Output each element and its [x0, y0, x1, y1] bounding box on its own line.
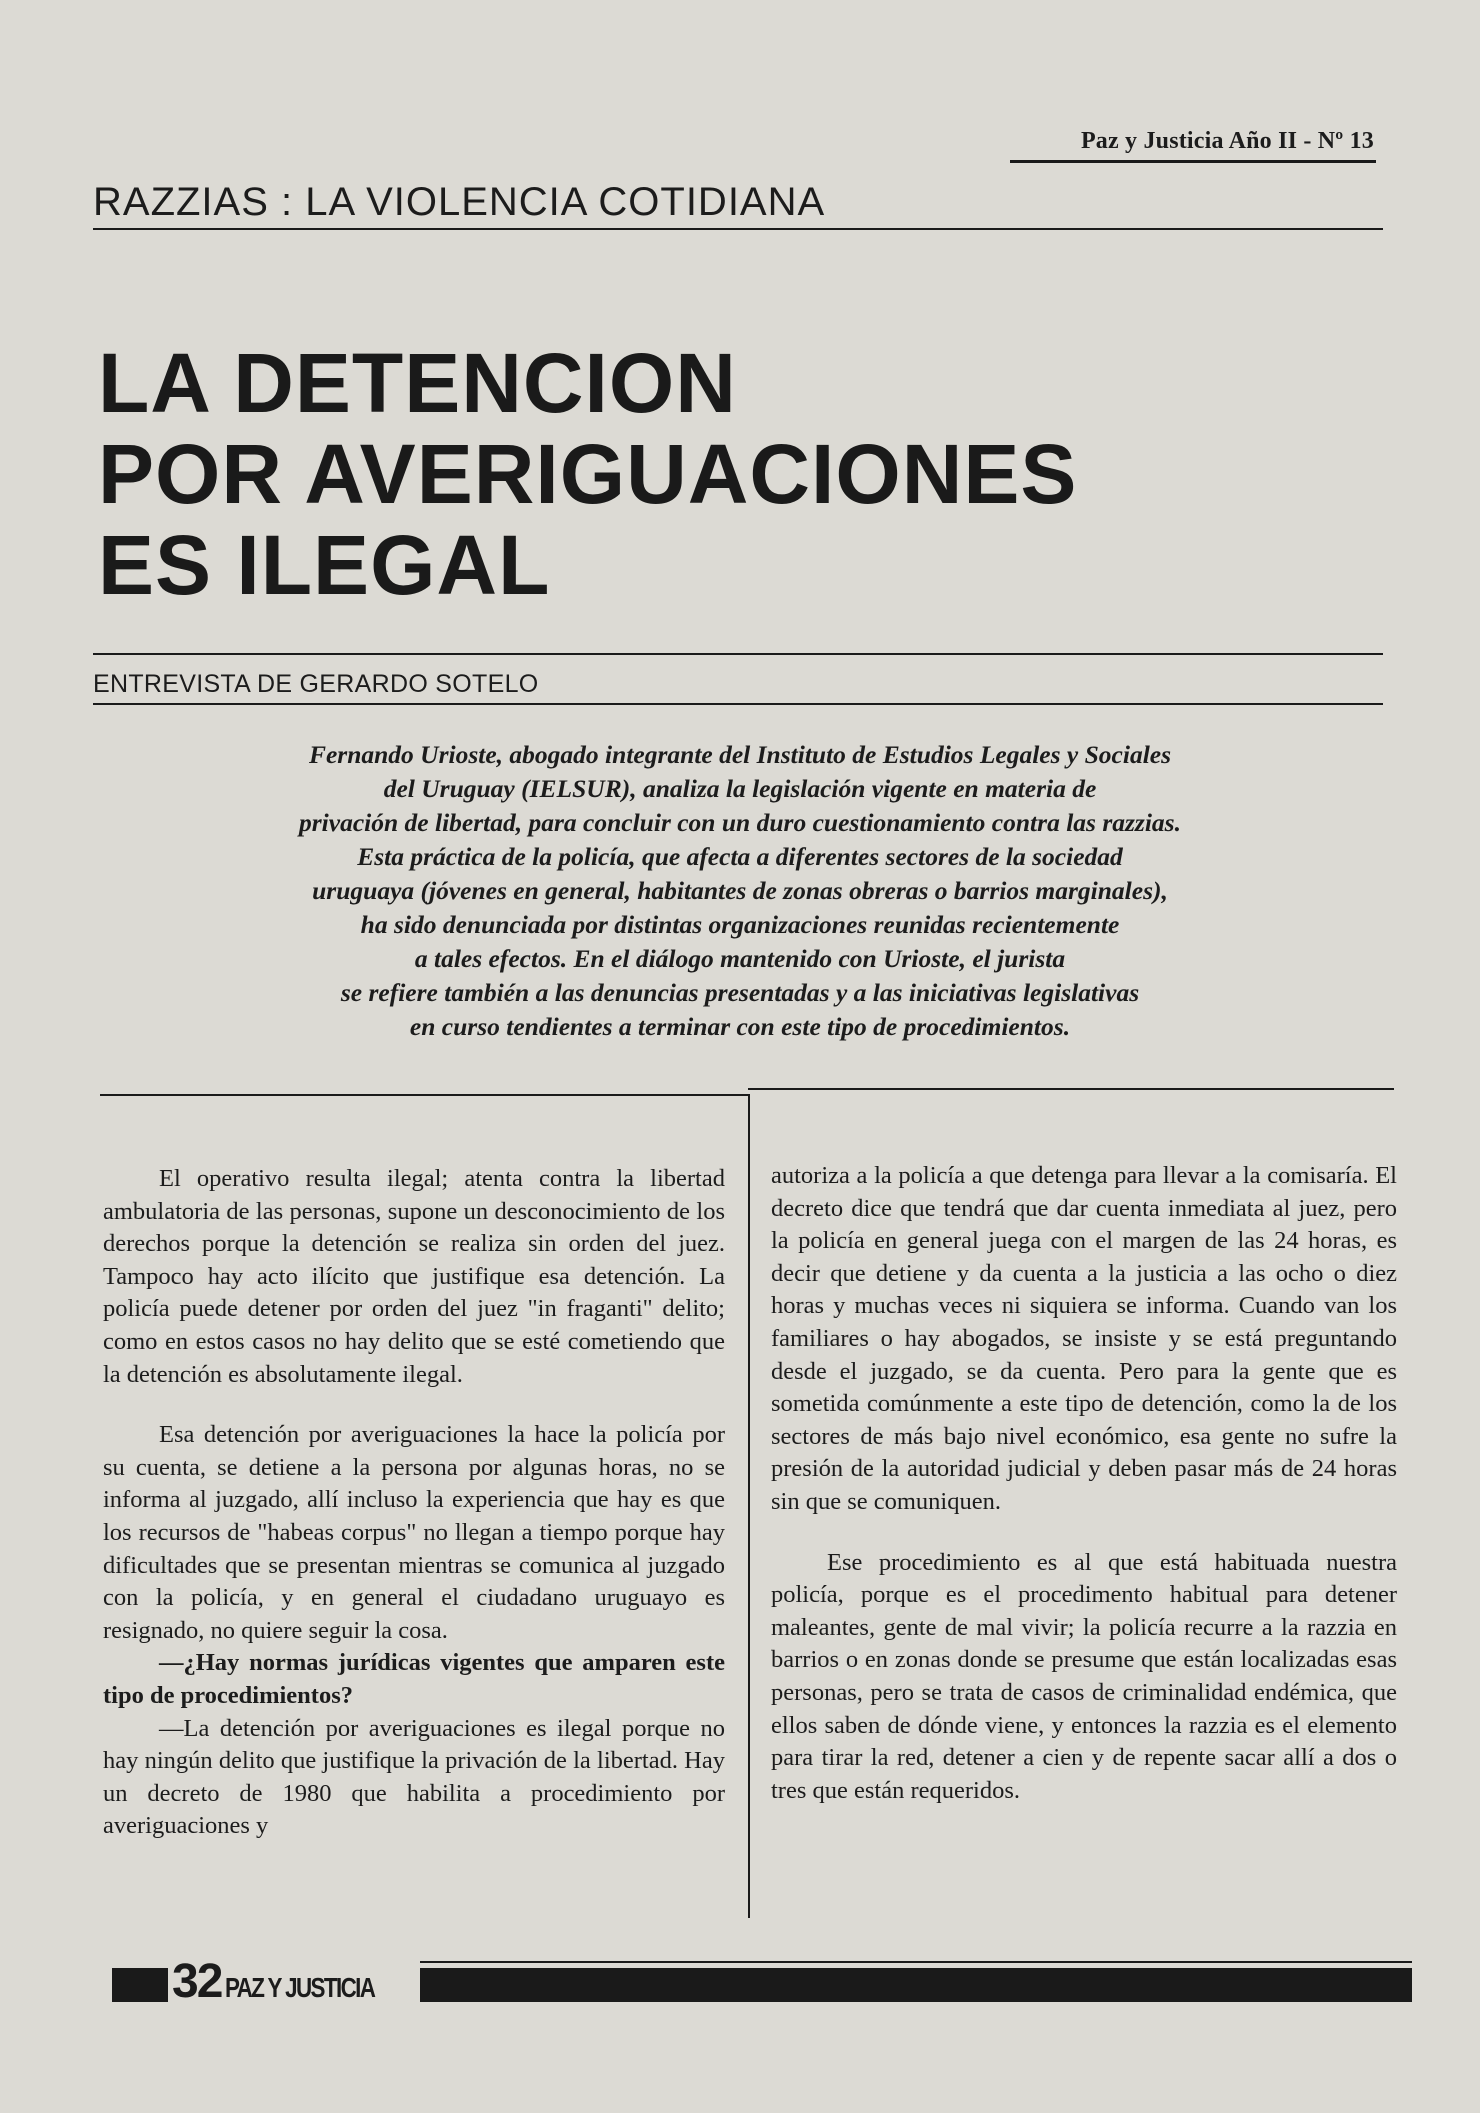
byline: ENTREVISTA DE GERARDO SOTELO — [93, 670, 539, 698]
columns-top-rule-left — [100, 1094, 748, 1096]
lead-paragraph — [150, 738, 1330, 1044]
lead-line: ha sido denunciada por distintas organizaciones reunidas recientemente — [360, 910, 1120, 939]
headline — [98, 338, 1077, 611]
columns-top-rule-right — [748, 1088, 1394, 1090]
byline-top-rule — [93, 653, 1383, 655]
lead-line: uruguaya (jóvenes en general, habitantes de zonas obreras o barrios marginales), — [312, 876, 1168, 905]
footer-block — [112, 1968, 168, 2002]
page-number: 32 — [172, 1955, 222, 2008]
section-title-rule — [93, 228, 1383, 230]
publication-name: PAZ Y JUSTICIA — [225, 1972, 375, 2003]
lead-line: privación de libertad, para concluir con un duro cuestionamiento contra las razzias. — [299, 808, 1181, 837]
headline-line-1: LA DETENCION — [98, 336, 737, 430]
footer-label — [112, 1955, 420, 2008]
lead-line: Esta práctica de la policía, que afecta a diferentes sectores de la sociedad — [357, 842, 1123, 871]
lead-line: Fernando Urioste, abogado integrante del Instituto de Estudios Legales y Sociales — [308, 740, 1172, 769]
issue-header: Paz y Justicia Año II - Nº 13 — [1080, 128, 1374, 154]
article-column-right — [771, 1160, 1397, 1807]
interview-answer: —La detención por averiguaciones es ilegal porque no hay ningún delito que justifique la privación de la libertad. Hay un decreto de 1980 que habilita a procedimiento por averiguaciones y — [103, 1714, 725, 1840]
body-paragraph: Ese procedimiento es al que está habituada nuestra policía, porque es el procedimento habitual para detener maleantes, gente de mal vivir; la policía recurre a la razzia en barrios o en zonas donde se presume que están localizadas esas personas, pero se trata de casos de criminalidad endémica, que ellos saben de dónde viene, y entonces la razzia es el elemento para tirar la red, detener a cien y de repente sacar allí a dos o tres que están requeridos. — [771, 1548, 1397, 1804]
interview-question: —¿Hay normas jurídicas vigentes que amparen este tipo de procedimientos? — [103, 1649, 725, 1709]
lead-line: a tales efectos. En el diálogo mantenido con Urioste, el jurista — [414, 944, 1066, 973]
body-paragraph: Esa detención por averiguaciones la hace la policía por su cuenta, se detiene a la persona por algunas horas, no se informa al juzgado, allí incluso la experiencia que hay es que los recursos de "habeas corpus" no llegan a tiempo porque hay dificultades que se presentan mientras se comunica al juzgado con la policía, y en general el ciudadano uruguayo es resignado, no quiere seguir la cosa. — [103, 1421, 725, 1644]
lead-line: se refiere también a las denuncias presentadas y a las iniciativas legislativas — [340, 978, 1140, 1007]
section-title: RAZZIAS : LA VIOLENCIA COTIDIANA — [93, 180, 826, 224]
article-column-left — [103, 1163, 725, 1843]
column-divider — [748, 1094, 750, 1918]
lead-line: en curso tendientes a terminar con este tipo de procedimientos. — [409, 1012, 1071, 1041]
lead-line: del Uruguay (IELSUR), analiza la legislación vigente en materia de — [383, 774, 1097, 803]
byline-bottom-rule — [93, 703, 1383, 705]
headline-line-3: ES ILEGAL — [98, 518, 551, 612]
body-paragraph: autoriza a la policía a que detenga para llevar a la comisaría. El decreto dice que tendrá que dar cuenta inmediata al juez, pero la policía en general juega con el margen de las 24 horas, es decir que detiene y da cuenta a la justicia a las ocho o diez horas y muchas veces ni siquiera se informa. Cuando van los familiares o hay abogados, se insiste y se está preguntando desde el juzgado, se da cuenta. Pero para la gente que es sometida comúnmente a este tipo de detención, como la de los sectores de más bajo nivel económico, esa gente no sufre la presión de la autoridad judicial y deben pasar más de 24 horas sin que se comuniquen. — [771, 1162, 1397, 1515]
header-rule — [1010, 160, 1376, 163]
headline-line-2: POR AVERIGUACIONES — [98, 427, 1078, 521]
body-paragraph: El operativo resulta ilegal; atenta contra la libertad ambulatoria de las personas, supone un desconocimiento de los derechos porque la detención se realiza sin orden del juez. Tampoco hay acto ilícito que justifique esa detención. La policía puede detener por orden del juez "in fraganti" delito; como en estos casos no hay delito que se esté cometiendo que la detención es absolutamente ilegal. — [103, 1165, 725, 1388]
